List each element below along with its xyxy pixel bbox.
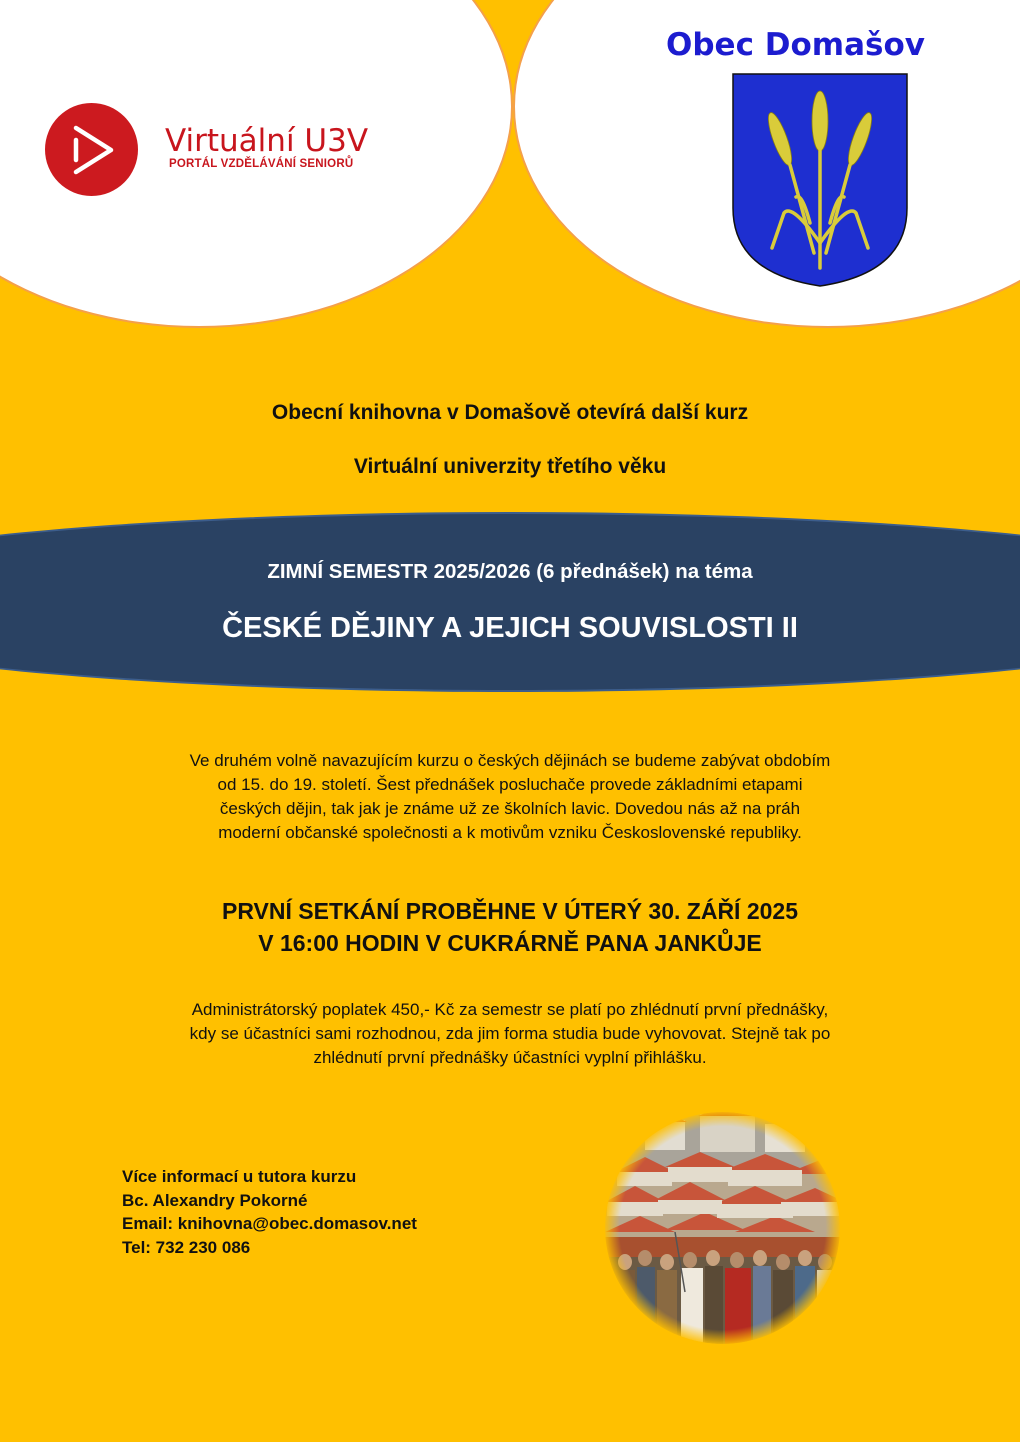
u3v-logo	[45, 103, 368, 196]
intro-line-2: Virtuální univerzity třetího věku	[353, 455, 667, 478]
description-line: moderní občanské společnosti a k motivům vzniku Československé republiky.	[218, 823, 802, 842]
fee-line: kdy se účastníci sami rozhodnou, zda jim forma studia bude vyhovovat. Stejně tak po	[189, 1024, 831, 1043]
description-line: od 15. do 19. století. Šest přednášek posluchače provede základními etapami	[217, 775, 803, 794]
contact-phone[interactable]: Tel: 732 230 086	[122, 1237, 251, 1257]
description-line: Ve druhém volně navazujícím kurzu o českých dějinách se budeme zabývat obdobím	[189, 751, 831, 770]
course-title: ČESKÉ DĚJINY A JEJICH SOUVISLOSTI II	[222, 612, 798, 644]
coat-of-arms-wheat-icon	[732, 73, 908, 287]
course-description	[110, 749, 910, 845]
contact-heading: Více informací u tutora kurzu	[122, 1167, 357, 1186]
first-meeting-announcement	[0, 895, 1020, 959]
contact-block	[122, 1165, 417, 1259]
semester-heading: ZIMNÍ SEMESTR 2025/2026 (6 přednášek) na téma	[267, 560, 753, 583]
medieval-town-painting	[605, 1112, 840, 1344]
intro-line-1: Obecní knihovna v Domašově otevírá další kurz	[271, 401, 749, 424]
municipality-title: Obec Domašov	[666, 27, 925, 63]
meeting-date: PRVNÍ SETKÁNÍ PROBĚHNE V ÚTERÝ 30. ZÁŘÍ 2025	[222, 898, 798, 924]
fee-info	[108, 998, 912, 1070]
description-line: českých dějin, tak jak je známe už ze školních lavic. Dovedou nás až na práh	[219, 799, 801, 818]
fee-line: zhlédnutí první přednášky účastníci vyplní přihlášku.	[313, 1048, 707, 1067]
meeting-place: V 16:00 HODIN V CUKRÁRNĚ PANA JANKŮJE	[258, 930, 762, 956]
topic-banner	[0, 512, 1020, 692]
u3v-title: Virtuální U3V	[165, 122, 369, 159]
contact-email[interactable]: Email: knihovna@obec.domasov.net	[122, 1214, 417, 1233]
play-icon	[45, 103, 138, 196]
u3v-subtitle: PORTÁL VZDĚLÁVÁNÍ SENIORŮ	[169, 157, 354, 170]
tutor-name: Bc. Alexandry Pokorné	[122, 1190, 308, 1210]
fee-line: Administrátorský poplatek 450,- Kč za semestr se platí po zhlédnutí první přednášky,	[191, 1000, 829, 1019]
